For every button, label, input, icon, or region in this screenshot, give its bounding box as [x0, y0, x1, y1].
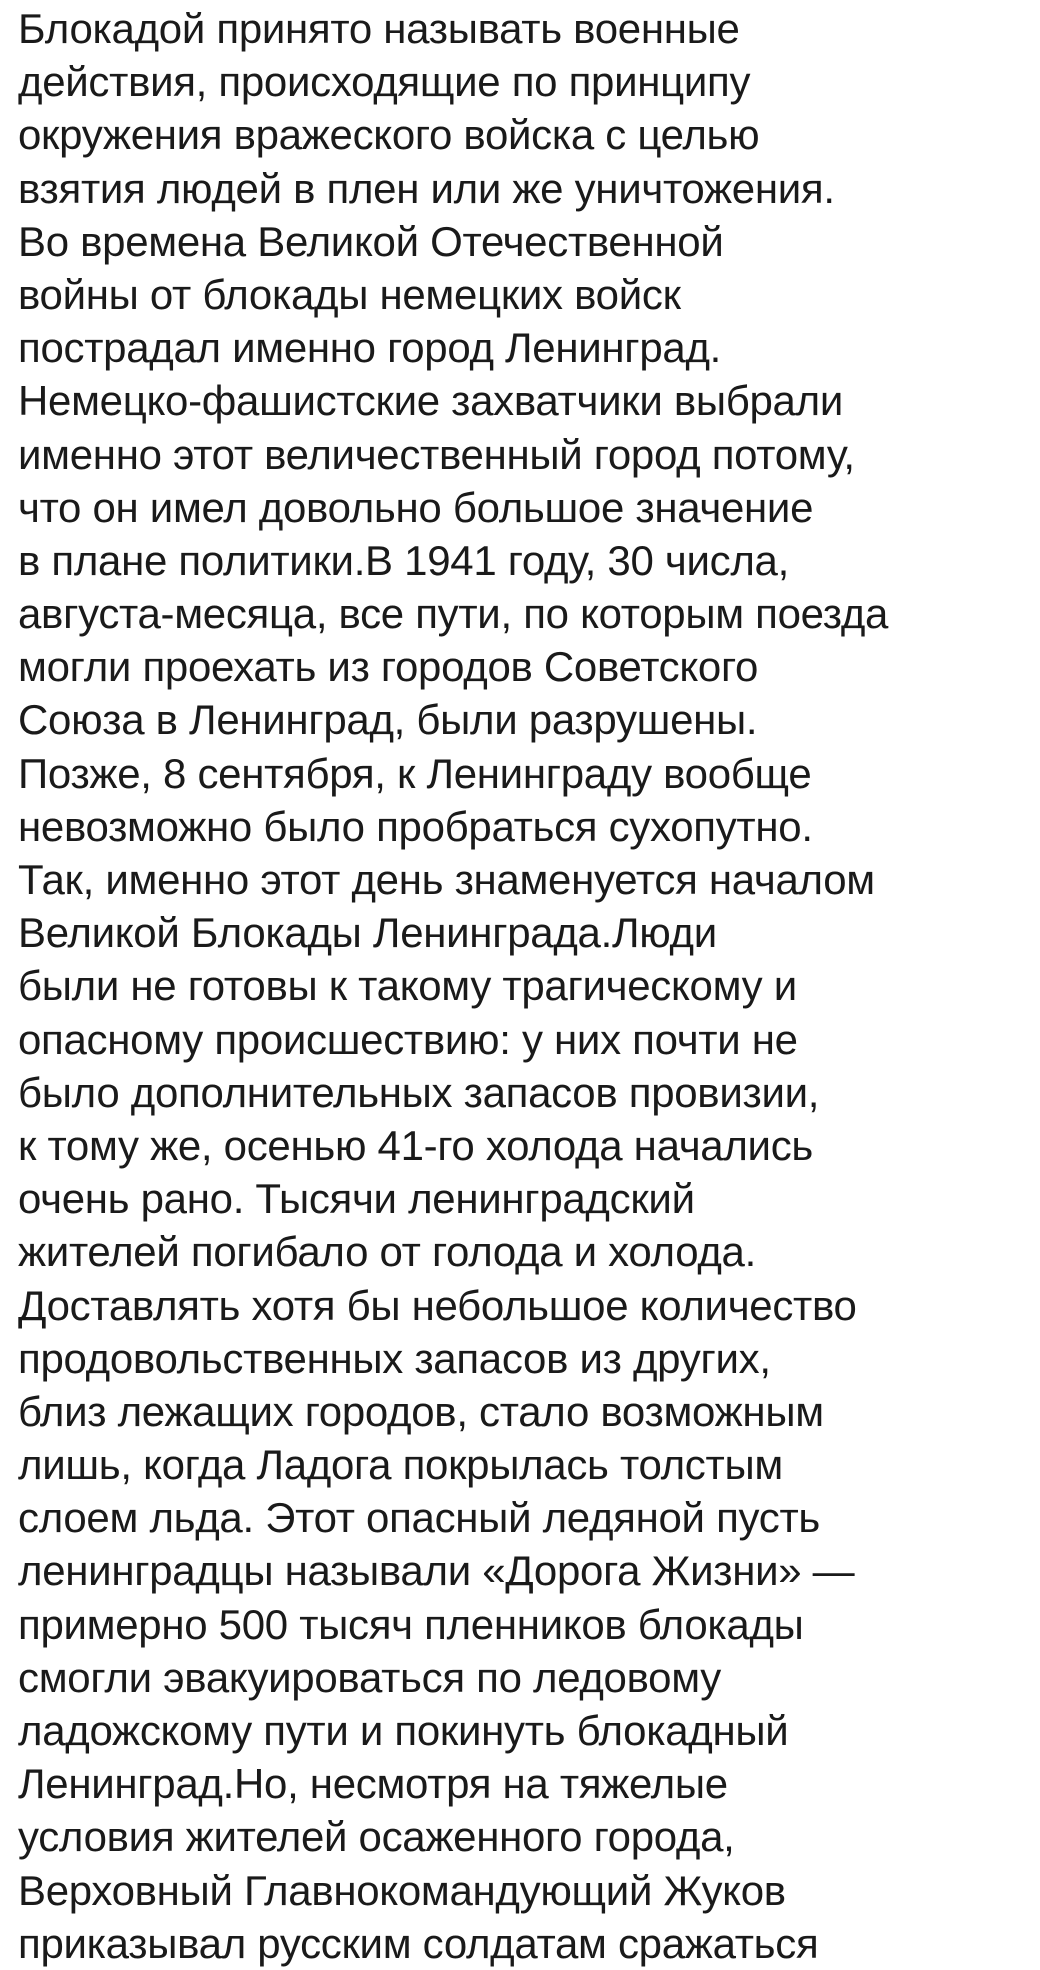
text-line: августа-месяца, все пути, по которым поезда	[18, 590, 889, 638]
text-line: Во времена Великой Отечественной	[18, 217, 724, 265]
text-line: взятия людей в плен или же уничтожения.	[18, 164, 835, 212]
text-line: были не готовы к такому трагическому и	[18, 962, 797, 1010]
text-line: близ лежащих городов, стало возможным	[18, 1387, 824, 1435]
text-line: было дополнительных запасов провизии,	[18, 1068, 820, 1116]
text-line: примерно 500 тысяч пленников блокады	[18, 1600, 804, 1648]
text-line: действия, происходящие по принципу	[18, 58, 751, 106]
text-line: окружения вражеского войска с целью	[18, 111, 760, 159]
text-line: Немецко-фашистские захватчики выбрали	[18, 377, 843, 425]
text-line: Позже, 8 сентября, к Ленинграду вообще	[18, 749, 812, 797]
text-line: пострадал именно город Ленинград.	[18, 324, 722, 372]
text-line: Так, именно этот день знаменуется началом	[18, 856, 875, 903]
text-line: могли проехать из городов Советского	[18, 643, 759, 691]
text-line: к тому же, осенью 41-го холода начались	[18, 1121, 813, 1169]
text-line: ладожскому пути и покинуть блокадный	[18, 1707, 789, 1754]
text-line: слоем льда. Этот опасный ледяной пусть	[18, 1494, 820, 1542]
text-line: жителей погибало от голода и холода.	[18, 1228, 756, 1276]
text-line: Блокадой принято называть военные	[18, 5, 740, 52]
text-line: Доставлять хотя бы небольшое количество	[18, 1281, 857, 1329]
text-line: очень рано. Тысячи ленинградский	[18, 1175, 695, 1223]
text-line: Верховный Главнокомандующий Жуков	[18, 1866, 786, 1914]
text-line: Великой Блокады Ленинграда.Люди	[18, 909, 717, 957]
text-line: опасному происшествию: у них почти не	[18, 1015, 798, 1063]
document-text	[18, 2, 1028, 1970]
text-line: невозможно было пробраться сухопутно.	[18, 802, 813, 850]
text-line: что он имел довольно большое значение	[18, 483, 814, 531]
text-line: именно этот величественный город потому,	[18, 430, 855, 478]
text-line: Ленинград.Но, несмотря на тяжелые	[18, 1760, 728, 1808]
text-line: ленинградцы называли «Дорога Жизни» —	[18, 1547, 855, 1595]
text-line: продовольственных запасов из других,	[18, 1334, 771, 1382]
text-line: в плане политики.В 1941 году, 30 числа,	[18, 536, 789, 584]
text-line: лишь, когда Ладога покрылась толстым	[18, 1441, 783, 1489]
text-line: условия жителей осаженного города,	[18, 1813, 735, 1861]
text-line: войны от блокады немецких войск	[18, 270, 681, 318]
text-line: Союза в Ленинград, были разрушены.	[18, 696, 758, 744]
text-line: смогли эвакуироваться по ледовому	[18, 1653, 721, 1701]
text-line: приказывал русским солдатам сражаться	[18, 1919, 819, 1967]
